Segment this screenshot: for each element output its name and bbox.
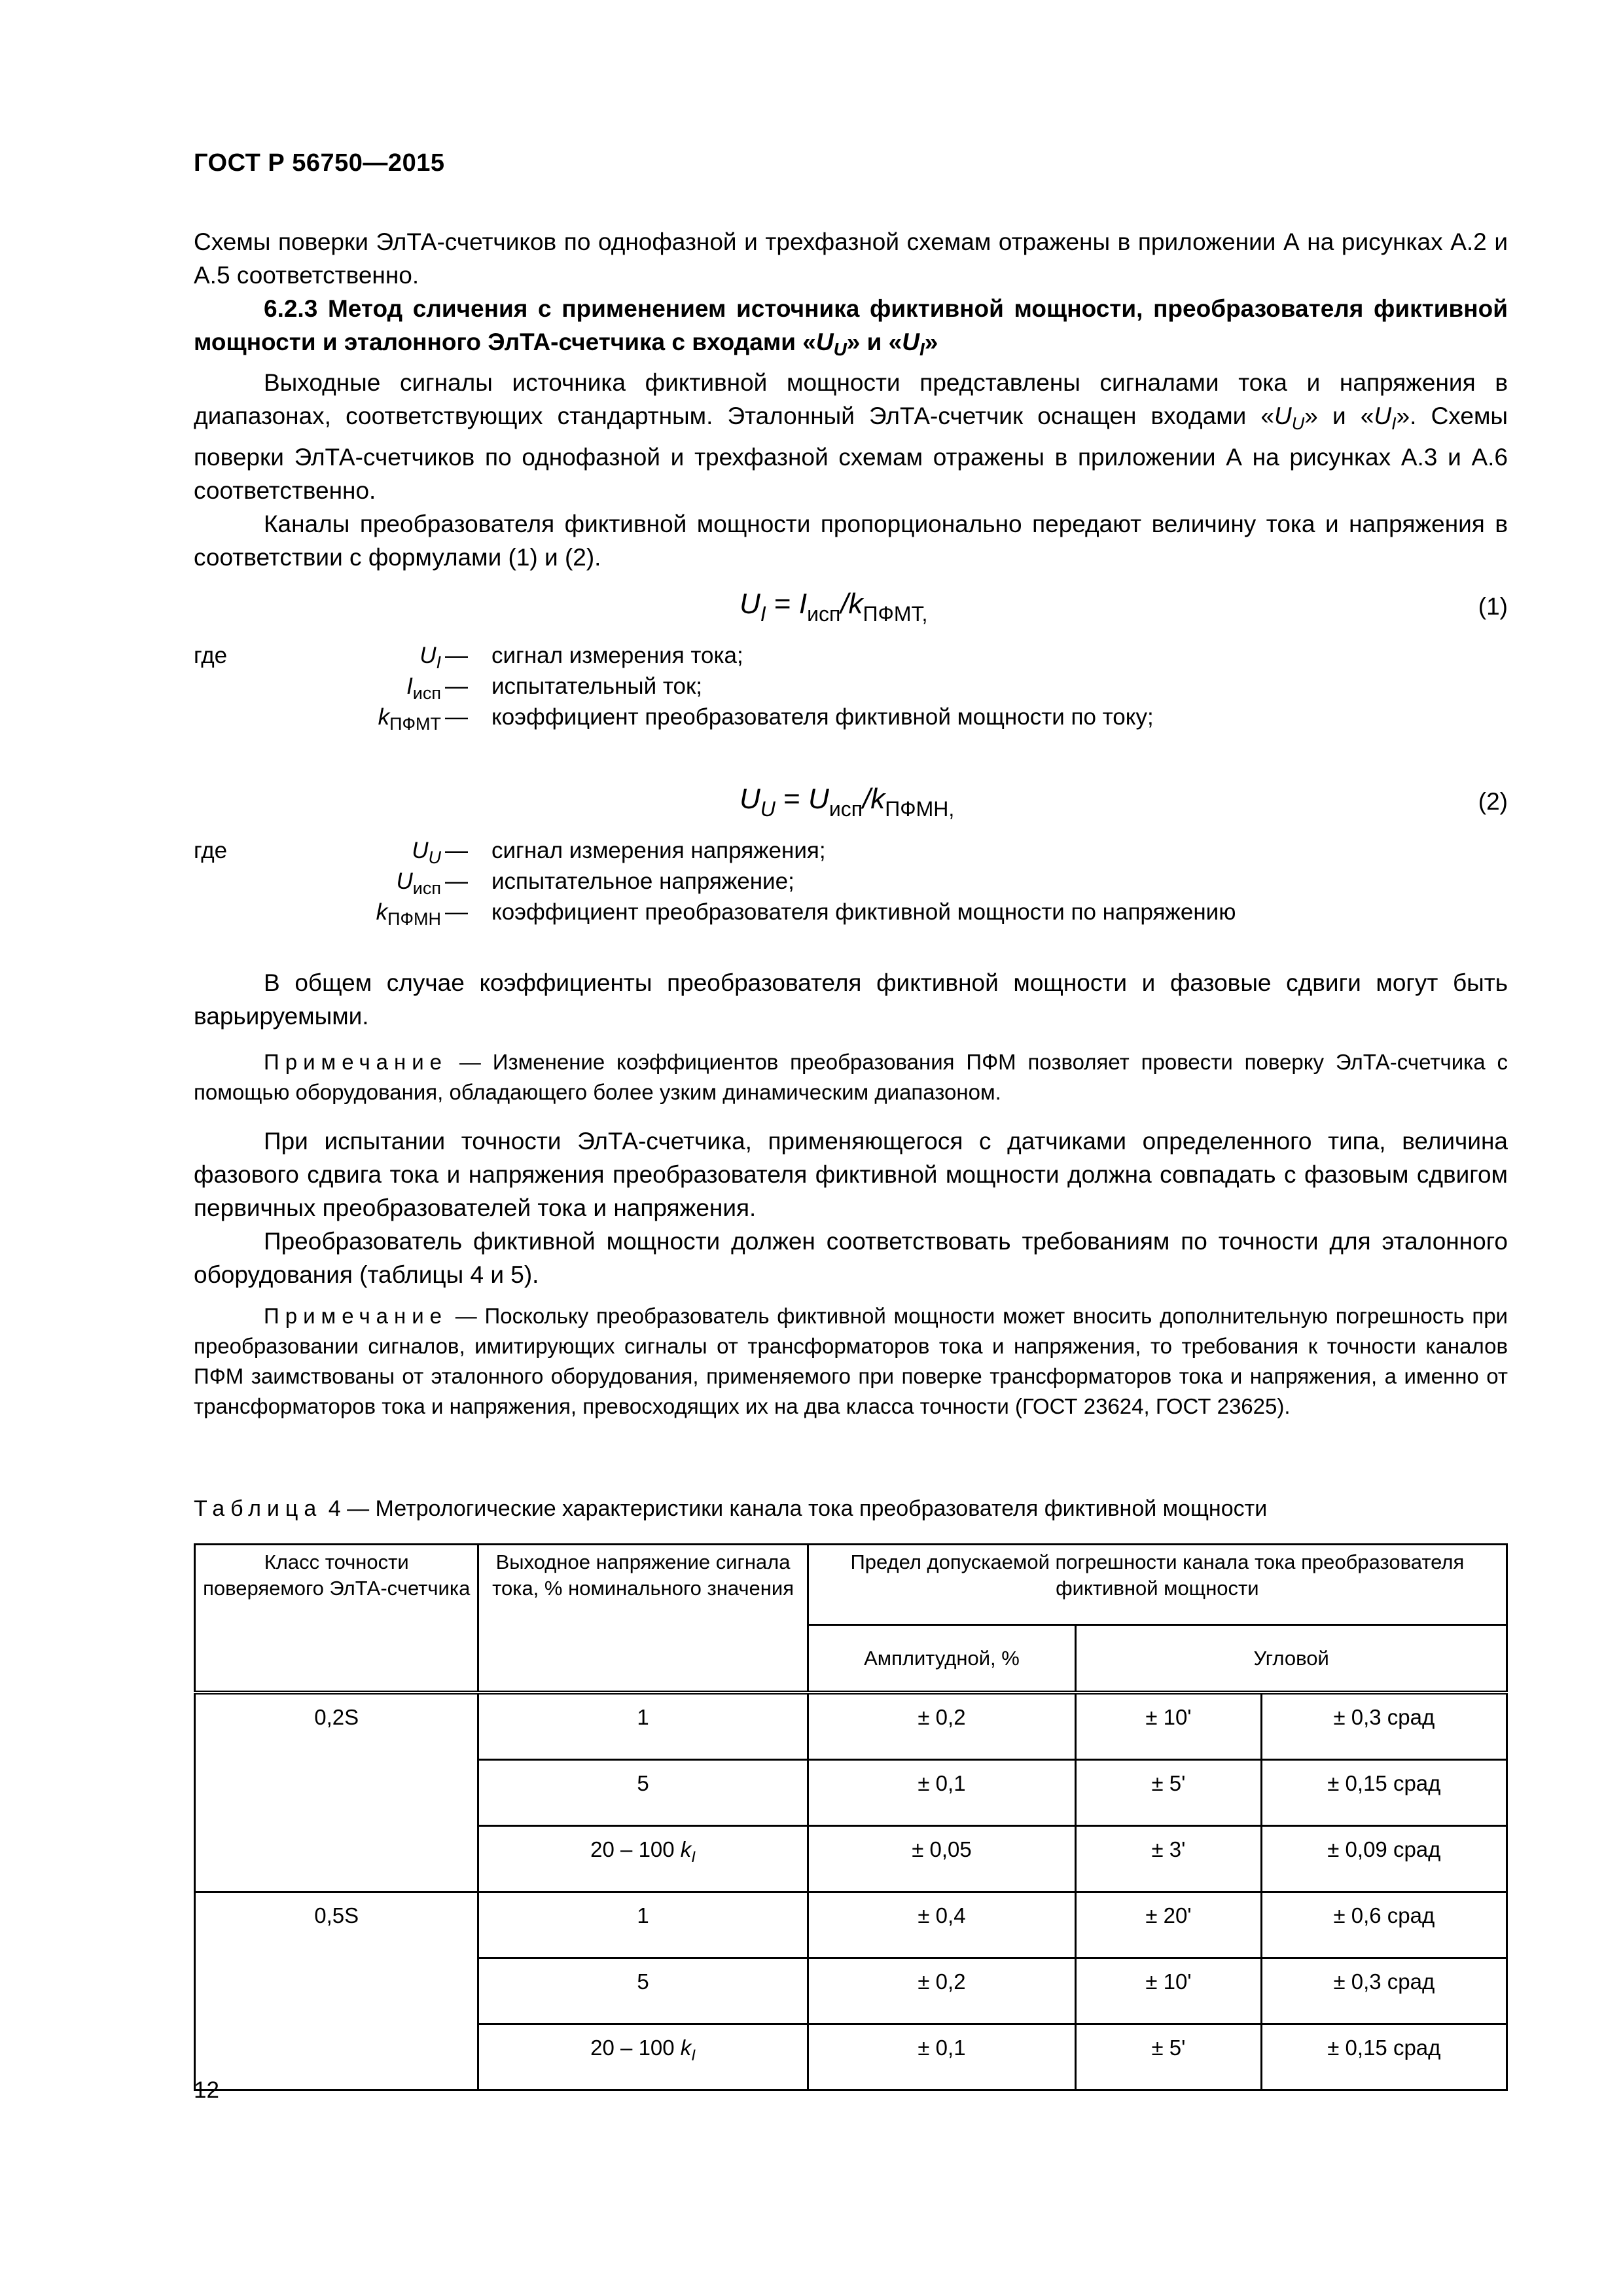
paragraph-5: При испытании точности ЭлТА-счетчика, применяющегося с датчиками определенного типа, величина фазового сдвига тока и напряжения преобразователя фиктивной мощности должна совпадать с фазовым сдвигом первичных преобразователей тока и напряжения.: [194, 1128, 1508, 1221]
paragraph-6: Преобразователь фиктивной мощности должен соответствовать требованиям по точности для эталонного оборудования (таблицы 4 и 5).: [194, 1228, 1508, 1288]
where-item: $k_{ПФМТ}$ — коэффициент преобразователя фиктивной мощности по току;: [378, 704, 1154, 734]
table-row: [195, 1693, 1507, 1760]
output-cell: 1: [478, 1693, 808, 1760]
angle-srad-cell: ± 0,3 срад: [1261, 1693, 1507, 1760]
angle-srad-cell: ± 0,6 срад: [1261, 1892, 1507, 1958]
angle-min-cell: ± 10': [1076, 1693, 1261, 1760]
amp-cell: ± 0,1: [808, 2024, 1076, 2090]
where-item: $k_{ПФМН}$ — коэффициент преобразователя фиктивной мощности по напряжению: [376, 899, 1236, 929]
formula-1: $U_I = I_{исп}/k_{ПФМТ,}$: [740, 588, 928, 626]
body-text-top: [194, 225, 1508, 574]
amp-cell: ± 0,4: [808, 1892, 1076, 1958]
output-cell: 1: [478, 1892, 808, 1958]
note-label: Примечание: [264, 1304, 448, 1328]
amp-cell: ± 0,2: [808, 1693, 1076, 1760]
angle-srad-cell: ± 0,09 срад: [1261, 1826, 1507, 1892]
paragraph-1: Схемы поверки ЭлТА-счетчиков по однофазной и трехфазной схемам отражены в приложении А на рисунках А.2 и А.5 соответственно.: [194, 228, 1508, 289]
table-caption: Таблица 4 — Метрологические характеристики канала тока преобразователя фиктивной мощности: [194, 1496, 1268, 1521]
paragraph-2: Выходные сигналы источника фиктивной мощности представлены сигналами тока и напряжения в диапазонах, соответствующих стандартным. Эталонный ЭлТА-счетчик оснащен входами «$U_U$» и «$U_I$». Схемы поверки ЭлТА-счетчиков по однофазной и трехфазной схемам отражены в приложении А на рисунках А.3 и А.6 соответственно.: [194, 369, 1508, 504]
where-item: $I_{исп}$ — испытательный ток;: [406, 673, 702, 703]
table-4: [194, 1543, 1508, 2091]
class-cell: 0,5S: [195, 1892, 478, 2090]
output-cell: 20 – 100 $k_I$: [478, 1826, 808, 1892]
note-2: Примечание — Поскольку преобразователь фиктивной мощности может вносить дополнительную погрешность при преобразовании сигналов, имитирующих сигналы от трансформаторов тока и напряжения, то требования к точности каналов ПФМ заимствованы от эталонного оборудования, применяемого при поверке трансформаторов тока и напряжения, а именно от трансформаторов тока и напряжения, превосходящих их на два класса точности (ГОСТ 23624, ГОСТ 23625).: [194, 1304, 1508, 1418]
body-text-middle: [194, 1124, 1508, 1291]
page-number: 12: [194, 2077, 219, 2103]
angle-min-cell: ± 20': [1076, 1892, 1261, 1958]
paragraph-4-block: [194, 966, 1508, 1033]
header-amplitude: Амплитудной, %: [808, 1625, 1076, 1693]
where-item: где $U_U$ — сигнал измерения напряжения;: [194, 838, 826, 867]
paragraph-3: Каналы преобразователя фиктивной мощности пропорционально передают величину тока и напряжения в соответствии с формулами (1) и (2).: [194, 511, 1508, 571]
angle-min-cell: ± 5': [1076, 1760, 1261, 1826]
angle-srad-cell: ± 0,3 срад: [1261, 1958, 1507, 2024]
header-output: Выходное напряжение сигнала тока, % номинального значения: [478, 1545, 808, 1693]
note-label: Примечание: [264, 1050, 448, 1074]
angle-min-cell: ± 3': [1076, 1826, 1261, 1892]
header-limit: Предел допускаемой погрешности канала тока преобразователя фиктивной мощности: [808, 1545, 1507, 1625]
section-heading: 6.2.3 Метод сличения с применением источника фиктивной мощности, преобразователя фиктивной мощности и эталонного ЭлТА-счетчика с входами «$U_U$» и «$U_I$»: [194, 295, 1508, 359]
note-1: Примечание — Изменение коэффициентов преобразования ПФМ позволяет провести поверку ЭлТА-счетчика с помощью оборудования, обладающего более узким динамическим диапазоном.: [194, 1050, 1508, 1104]
where-list-1: [194, 640, 1372, 732]
where-item: $U_{исп}$ — испытательное напряжение;: [396, 869, 794, 898]
amp-cell: ± 0,1: [808, 1760, 1076, 1826]
where-item: где $U_I$ — сигнал измерения тока;: [194, 643, 743, 672]
document-header: ГОСТ Р 56750—2015: [194, 149, 445, 177]
amp-cell: ± 0,05: [808, 1826, 1076, 1892]
output-cell: 5: [478, 1760, 808, 1826]
equation-number-1: (1): [1478, 593, 1508, 620]
paragraph-4: В общем случае коэффициенты преобразователя фиктивной мощности и фазовые сдвиги могут быть варьируемыми.: [194, 969, 1508, 1030]
table-row: [195, 1892, 1507, 1958]
angle-min-cell: ± 10': [1076, 1958, 1261, 2024]
output-cell: 20 – 100 $k_I$: [478, 2024, 808, 2090]
where-list-2: [194, 835, 1372, 927]
angle-srad-cell: ± 0,15 срад: [1261, 2024, 1507, 2090]
output-cell: 5: [478, 1958, 808, 2024]
angle-min-cell: ± 5': [1076, 2024, 1261, 2090]
angle-srad-cell: ± 0,15 срад: [1261, 1760, 1507, 1826]
equation-number-2: (2): [1478, 788, 1508, 815]
class-cell: 0,2S: [195, 1693, 478, 1892]
header-class: Класс точности поверяемого ЭлТА-счетчика: [195, 1545, 478, 1693]
header-angular: Угловой: [1076, 1625, 1507, 1693]
formula-2: $U_U = U_{исп}/k_{ПФМН,}$: [740, 783, 955, 821]
amp-cell: ± 0,2: [808, 1958, 1076, 2024]
